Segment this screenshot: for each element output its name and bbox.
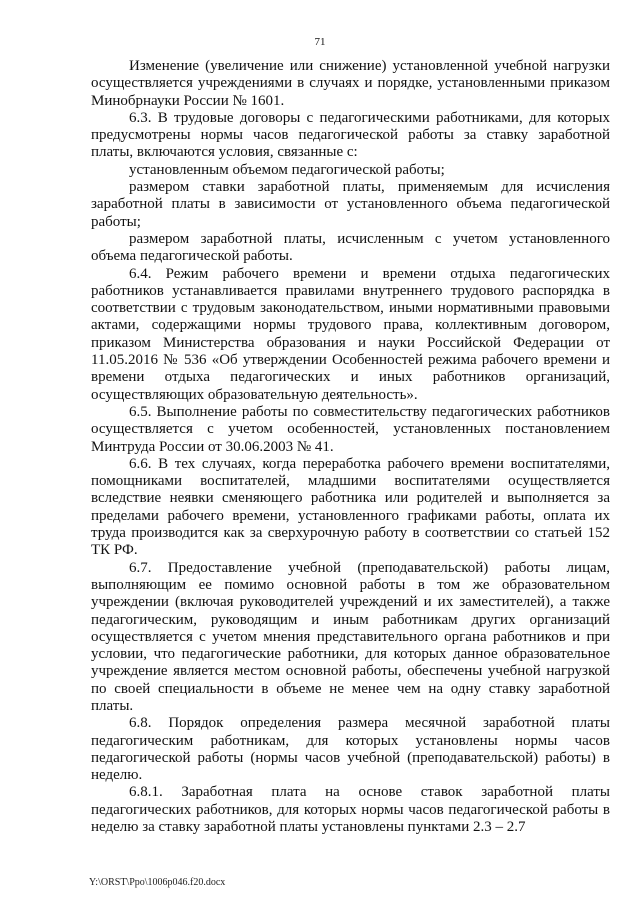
footer-file-path: Y:\ORST\Ppo\1006p046.f20.docx	[89, 877, 226, 888]
paragraph-6-3: 6.3. В трудовые договоры с педагогическими работниками, для которых предусмотрены нормы часов педагогической работы за ставку заработной платы, включаются условия, связанные с:	[91, 109, 610, 161]
paragraph-6-3-item-1: установленным объемом педагогической работы;	[129, 161, 445, 178]
paragraph-6-3-item-2: размером ставки заработной платы, применяемым для исчисления заработной платы в зависимости от установленного объема педагогической работы;	[91, 179, 610, 230]
paragraph-6-7: 6.7. Предоставление учебной (преподавательской) работы лицам, выполняющим ее помимо основной работы в том же образовательном учреждении (включая руководителей учреждений и их заместителей), а также педагогическим, руководящим и иным работникам других организаций осуществляется с учетом мнения представительного органа работников и при условии, что педагогические работники, для которых данное образовательное учреждение является местом основной работы, обеспечены учебной нагрузкой по своей специальности в объеме не менее чем на одну ставку заработной платы.	[91, 559, 610, 714]
paragraph-6-3-item-3: размером заработной платы, исчисленным с учетом установленного объема педагогической работы.	[91, 230, 610, 265]
paragraph-6-8-1: 6.8.1. Заработная плата на основе ставок заработной платы педагогических работников, для которых нормы часов педагогической работы в неделю за ставку заработной платы установлены пунктами 2.3 – 2.7	[91, 784, 610, 836]
paragraph-6-5: 6.5. Выполнение работы по совместительству педагогических работников осуществляется с учетом особенностей, установленных постановлением Минтруда России от 30.06.2003 № 41.	[91, 403, 610, 455]
page-number: 71	[314, 36, 326, 48]
paragraph-6-4: 6.4. Режим рабочего времени и времени отдыха педагогических работников устанавливается правилами внутреннего трудового распорядка в соответствии с трудовым законодательством, иными нормативными правовыми актами, содержащими нормы трудового права, коллективным договором, приказом Министерства образования и науки Российской Федерации от 11.05.2016 № 536 «Об утверждении Особенностей режима рабочего времени и времени отдыха педагогических и иных работников организаций, осуществляющих образовательную деятельность».	[91, 265, 610, 403]
document-body	[91, 58, 610, 836]
paragraph-load-change: Изменение (увеличение или снижение) установленной учебной нагрузки осуществляется учреждениями в случаях и порядке, установленными приказом Минобрнауки России № 1601.	[91, 58, 610, 109]
paragraph-6-8: 6.8. Порядок определения размера месячной заработной платы педагогическим работникам, для которых установлены нормы часов педагогической работы (нормы часов учебной (преподавательской) работы) в неделю.	[91, 715, 610, 784]
paragraph-6-6: 6.6. В тех случаях, когда переработка рабочего времени воспитателями, помощниками воспитателей, младшими воспитателями осуществляется вследствие неявки сменяющего работника или родителей и выполняется за пределами рабочего времени, установленного графиками работы, оплата их труда производится как за сверхурочную работу в соответствии со статьей 152 ТК РФ.	[91, 455, 610, 559]
